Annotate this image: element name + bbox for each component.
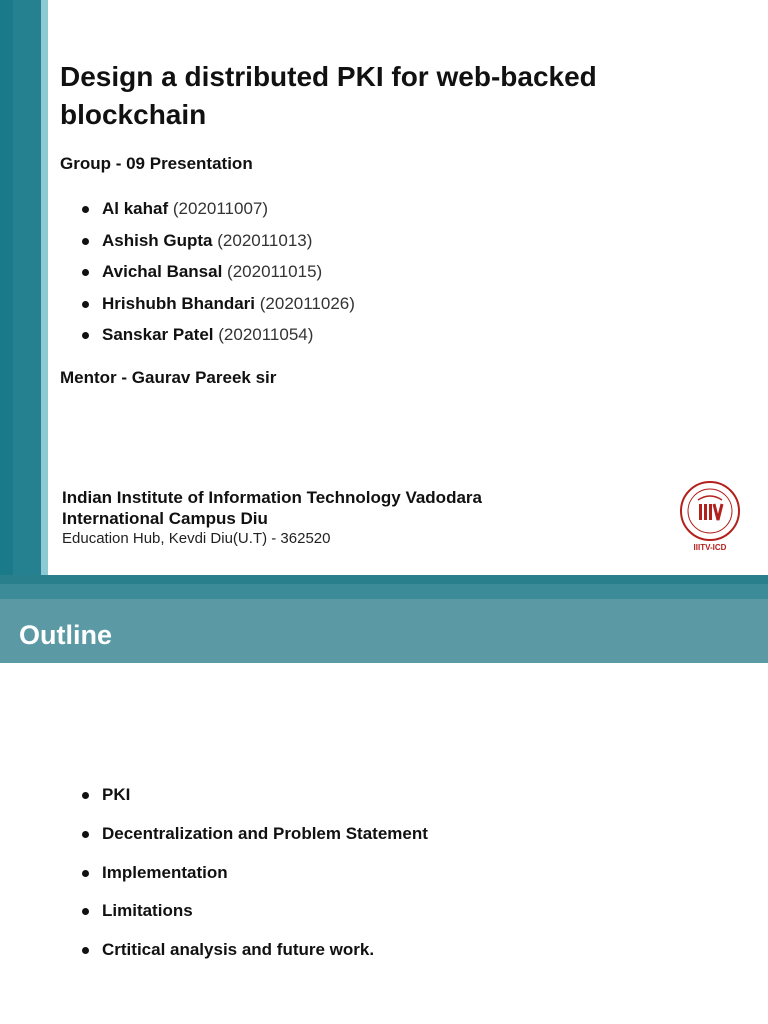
list-item [80,228,355,260]
institute-line1: Indian Institute of Information Technology Vadodara [62,488,482,507]
accent-bar-mid [13,0,41,575]
slide-divider-inner [0,584,768,599]
group-label: Group - 09 Presentation [60,154,253,173]
bullet-icon [82,792,89,799]
accent-bar-light [41,0,48,575]
bullet-icon [82,206,89,213]
bullet-icon [82,301,89,308]
logo-caption: IIITV-ICD [693,543,727,552]
accent-bar-dark [0,0,13,575]
list-item [80,196,355,228]
outline-title: Outline [19,620,112,650]
member-id: (202011026) [259,293,355,313]
outline-item-label: Limitations [102,901,193,921]
bullet-icon [82,870,89,877]
bullet-icon [82,908,89,915]
bullet-icon [82,332,89,339]
outline-item-label: Decentralization and Problem Statement [102,823,428,843]
outline-item-label: Crtitical analysis and future work. [102,940,375,960]
list-item [80,259,355,291]
list-item [80,322,355,354]
institute-line2: International Campus Diu [62,509,268,528]
list-item [80,937,428,976]
member-id: (202011007) [172,199,269,218]
member-id: (202011013) [217,230,313,250]
bullet-icon [82,269,89,276]
member-name: Ashish Gupta [102,230,213,250]
bullet-icon [82,238,89,245]
member-name: Sanskar Patel [102,325,214,344]
institute-name [62,487,482,529]
member-id: (202011054) [218,325,314,344]
member-id: (202011015) [227,262,323,281]
member-name: Al kahaf [102,199,169,218]
outline-list [80,782,428,976]
member-list [80,196,355,354]
bullet-icon [82,831,89,838]
list-item [80,291,355,323]
list-item [80,860,428,899]
member-name: Hrishubh Bhandari [102,293,256,313]
outline-header [0,599,768,663]
bullet-icon [82,947,89,954]
outline-item-label: Implementation [102,862,228,882]
mentor-label: Mentor - Gaurav Pareek sir [60,368,277,387]
list-item [80,782,428,821]
outline-item-label: PKI [102,785,131,804]
list-item [80,898,428,937]
institute-address: Education Hub, Kevdi Diu(U.T) - 362520 [62,530,331,547]
member-name: Avichal Bansal [102,262,223,281]
slide-title: Design a distributed PKI for web-backed blockchain [60,61,597,130]
list-item [80,821,428,860]
